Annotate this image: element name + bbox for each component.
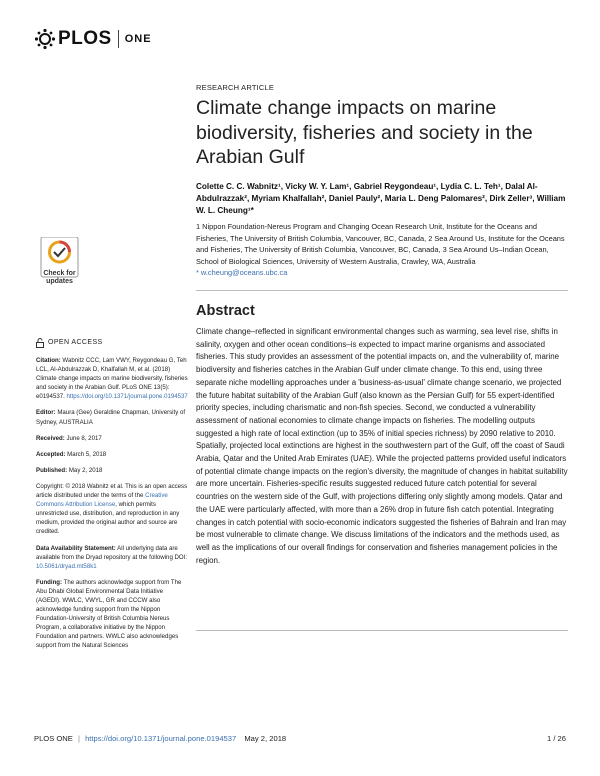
published-date: May 2, 2018: [68, 466, 103, 474]
data-doi-link[interactable]: 10.5061/dryad.mt58k1: [36, 562, 97, 570]
citation-text: Wabnitz CCC, Lam VWY, Reygondeau G, Teh LCL, Al-Abdulrazzak D, Khalfallah M, et al. (2018) Climate change impacts on marine biodiversity, fisheries and society in the Arabian Gulf. PLoS ONE 13(5): e0194537.: [36, 357, 188, 401]
received-block: [36, 434, 188, 443]
citation-block: [36, 356, 188, 401]
citation-label: Citation:: [36, 357, 61, 364]
footer-journal: PLOS ONE: [34, 734, 73, 743]
license-link[interactable]: Creative Commons Attribution License: [36, 492, 168, 509]
author-list: Colette C. C. Wabnitz¹, Vicky W. Y. Lam¹, Gabriel Reygondeau¹, Lydia C. L. Teh¹, Dalal Al-Abdulrazzak², Myriam Khalfallah², Daniel Pauly², Maria L. Deng Palomares², Dirk Zeller³, William W. L. Cheung¹*: [196, 182, 566, 215]
copyright-text-end: , which permits unrestricted use, distribution, and reproduction in any medium, provided the original author and source are credited.: [36, 501, 180, 536]
corresponding-email: [196, 268, 287, 277]
data-availability-text: All underlying data are available from the Dryad repository at the following DOI:: [36, 544, 188, 561]
received-label: Received:: [36, 434, 65, 442]
open-lock-icon: [36, 338, 44, 348]
page-footer: [34, 734, 566, 743]
funding-block: [36, 578, 188, 651]
received-date: June 8, 2017: [66, 434, 102, 442]
accepted-label: Accepted:: [36, 450, 66, 458]
check-for-updates-label[interactable]: Check for updates: [43, 270, 76, 285]
funding-label: Funding:: [36, 578, 63, 586]
abstract-text: Climate change–reflected in significant environmental changes such as warming, sea level rise, shifts in salinity, oxygen and other ocean conditions–is expected to impact marine organisms and associated fisheries. This study provides an assessment of the potential impacts on, and the vulnerability of, marine biodiversity and fisheries catches in the Arabian Gulf under climate change. To this end, using three separate niche modelling approaches under a 'business-as-usual' climate change scenario, we projected the future habitat suitability of the Arabian Gulf (also known as the Persian Gulf) for 55 expert-identified priority species, including charismatic and non-fish species. Second, we conducted a vulnerability assessment of national economies to climate change impacts on fisheries. The modelling outputs suggested a high rate of local extinction (up to 35% of initial species richness) by 2090 relative to 2010. Spatially, projected local extinctions are highest in the southwestern part of the Gulf, off the coast of Saudi Arabia, Qatar and the United Arab Emirates (UAE). While the projected patterns provided useful indicators of potential climate change impacts on the region's diversity, the magnitude of changes in habitat suitability are more uncertain. Fisheries-specific results suggested reduced future catch potential for several countries on the western side of the Gulf, with projections differing only slightly among models. Qatar and the UAE were particularly affected, with more than a 26% drop in future fish catch potential. Integrating changes in catch potential with socio-economic indicators suggested the fisheries of Bahrain and Iran may be most vulnerable to climate change. We discuss limitations of the indicators and the methods used, as well as the implications of our overall findings for conservation and fisheries management policies in the region.: [196, 327, 568, 565]
journal-name: ONE: [124, 33, 152, 45]
divider: [196, 630, 568, 631]
open-access-badge: [36, 338, 188, 348]
email-link[interactable]: * w.cheung@oceans.ubc.ca: [196, 268, 288, 277]
open-access-label: OPEN ACCESS: [48, 339, 103, 347]
plos-logo-text: PLOS: [58, 28, 112, 49]
editor-block: [36, 408, 188, 426]
accepted-date: March 5, 2018: [67, 450, 107, 458]
copyright-block: [36, 482, 188, 537]
published-label: Published:: [36, 466, 68, 474]
editor-text: Maura (Gee) Geraldine Chapman, University of Sydney, AUSTRALIA: [36, 409, 186, 426]
footer-left: [34, 734, 286, 743]
footer-doi-link[interactable]: https://doi.org/10.1371/journal.pone.0194537: [85, 734, 237, 743]
editor-label: Editor:: [36, 409, 56, 417]
data-availability-label: Data Availability Statement:: [36, 544, 116, 552]
logo-divider: [118, 30, 119, 48]
copyright-text: Copyright: © 2018 Wabnitz et al. This is an open access article distributed under the terms of the: [36, 482, 188, 500]
accepted-block: [36, 450, 188, 459]
affiliations: 1 Nippon Foundation-Nereus Program and Changing Ocean Research Unit, Institute for the Oceans and Fisheries, The University of British Columbia, Vancouver, BC, Canada, 2 Sea Around Us, Institute for the Oceans and Fisheries, The University of British Columbia, Vancouver, BC, Canada, 3 Sea Around Us–Indian Ocean, School of Biological Sciences, University of Western Australia, Crawley, WA, Australia: [196, 222, 565, 266]
divider: [196, 290, 568, 291]
plos-logo-icon: [34, 28, 56, 50]
journal-header: [34, 26, 152, 52]
data-availability-block: [36, 544, 188, 571]
funding-text: The authors acknowledge support from The Abu Dhabi Global Environmental Data Initiative (AGEDI). WWLC, VWYL, GR and CCCW also acknowledge funding support from the Nippon Foundation-University of British Columbia Nereus Program, a collaborative initiative by the Nippon Foundation and partners. WWLC also acknowledges support from the Natural Sciences: [36, 578, 182, 650]
published-block: [36, 466, 188, 475]
article-metadata-sidebar: [36, 338, 188, 658]
abstract-heading: Abstract: [196, 303, 255, 319]
citation-doi-link[interactable]: https://doi.org/10.1371/journal.pone.0194537: [66, 393, 188, 401]
page-number: 1 / 26: [547, 734, 566, 743]
article-type: RESEARCH ARTICLE: [196, 83, 275, 92]
footer-date: May 2, 2018: [244, 734, 287, 743]
article-title: Climate change impacts on marine biodiversity, fisheries and society in the Arabian Gulf: [196, 97, 533, 168]
footer-separator: |: [77, 734, 80, 743]
